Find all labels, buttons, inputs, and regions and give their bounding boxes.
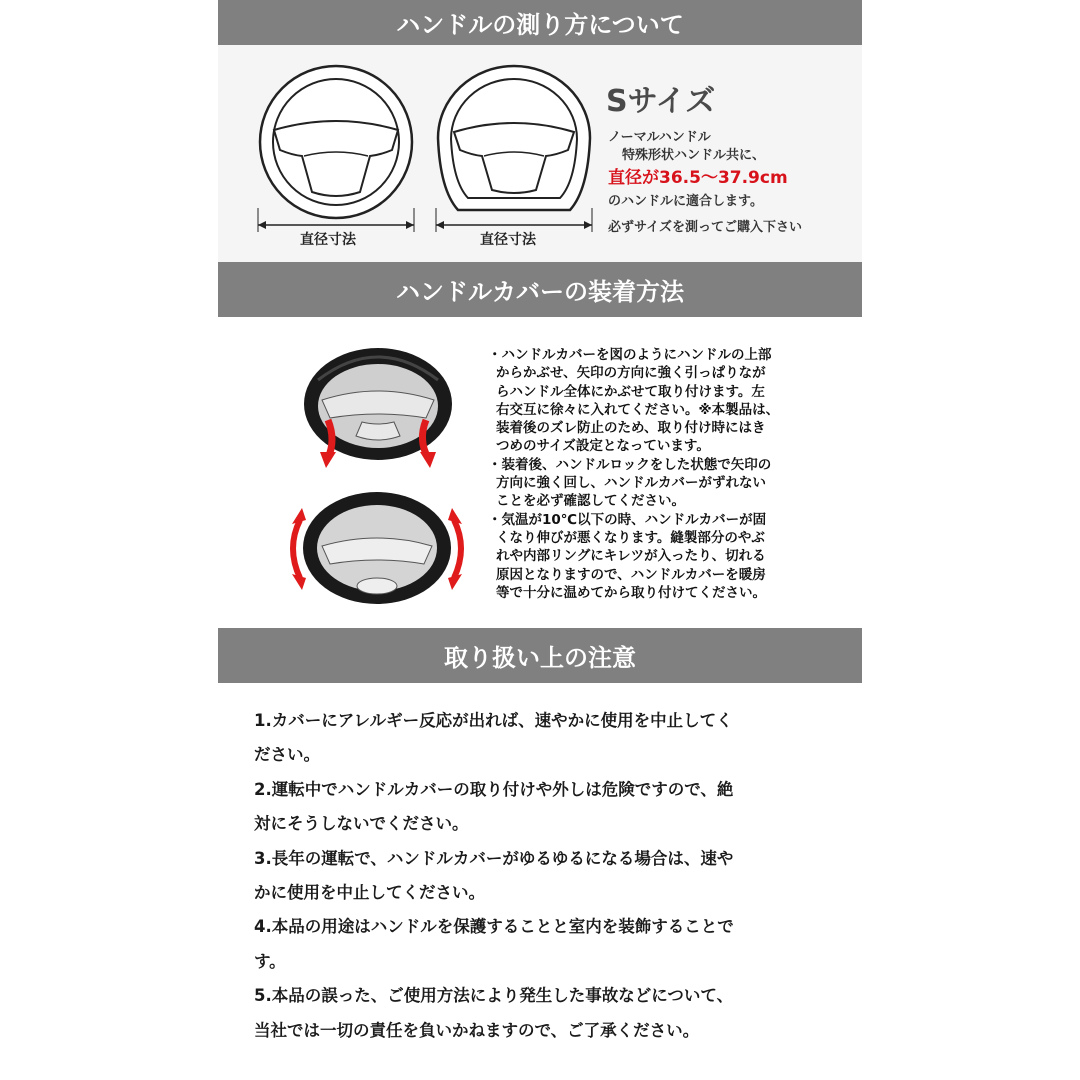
install-section-title: ハンドルカバーの装着方法 (396, 278, 684, 306)
size-special-wheel: 特殊形状ハンドル共に、 (622, 148, 766, 163)
dimension-label-right: 直径寸法 (480, 232, 536, 248)
caution-section-title: 取り扱い上の注意 (444, 644, 636, 672)
caution-item-3: 3.長年の運転で、ハンドルカバーがゆるゆるになる場合は、速や かに使用を中止してください。 (254, 848, 734, 903)
caution-item-5: 5.本品の誤った、ご使用方法により発生した事故などについて、 当社では一切の責任を負いかねますので、ご了承ください。 (254, 986, 734, 1040)
product-info-sheet (218, 0, 862, 1080)
cover-rotate-check-illustration (284, 490, 470, 610)
install-section-header (218, 262, 862, 317)
caution-section-header (218, 628, 862, 683)
caution-item-4: 4.本品の用途はハンドルを保護することと室内を装飾することで す。 (254, 917, 734, 971)
measure-section-header (218, 0, 862, 45)
install-step-3: ・気温が10℃以下の時、ハンドルカバーが固 くなり伸びが悪くなります。縫製部分のやぶ れや内部リングにキレツが入ったり、切れる 原因となりますので、ハンドルカバーを暖房 等で十分に温めてから取り付けてください。 (488, 511, 767, 601)
d-shaped-steering-wheel-illustration (430, 60, 598, 240)
size-fit-note: のハンドルに適合します。 (608, 194, 763, 209)
install-step-1: ・ハンドルカバーを図のようにハンドルの上部 からかぶせ、矢印の方向に強く引っぱりなが らハンドル全体にかぶせて取り付けます。左 右交互に徐々に入れてください。※本製品は、 装着後のズレ防止のため、取り付け時にはき つめのサイズ設定となっています。 (488, 347, 780, 455)
caution-item-2: 2.運転中でハンドルカバーの取り付けや外しは危険ですので、絶 対にそうしないでください。 (254, 779, 734, 834)
size-normal-wheel: ノーマルハンドル (608, 130, 711, 145)
dimension-label-left: 直径寸法 (300, 232, 356, 248)
size-measure-note: 必ずサイズを測ってご購入下さい (608, 220, 802, 235)
round-steering-wheel-illustration (252, 60, 420, 240)
install-step-2: ・装着後、ハンドルロックをした状態で矢印の 方向に強く回し、ハンドルカバーがずれない ことを必ず確認してください。 (488, 456, 772, 510)
caution-item-1: 1.カバーにアレルギー反応が出れば、速やかに使用を中止してく ださい。 (254, 711, 733, 765)
measure-section-title: ハンドルの測り方について (396, 11, 684, 39)
size-diameter-range: 直径が36.5～37.9cm (608, 168, 788, 188)
caution-notes (254, 704, 824, 1048)
cover-install-pull-illustration (298, 340, 458, 470)
size-title: Sサイズ (606, 84, 716, 119)
install-instructions (488, 346, 798, 602)
